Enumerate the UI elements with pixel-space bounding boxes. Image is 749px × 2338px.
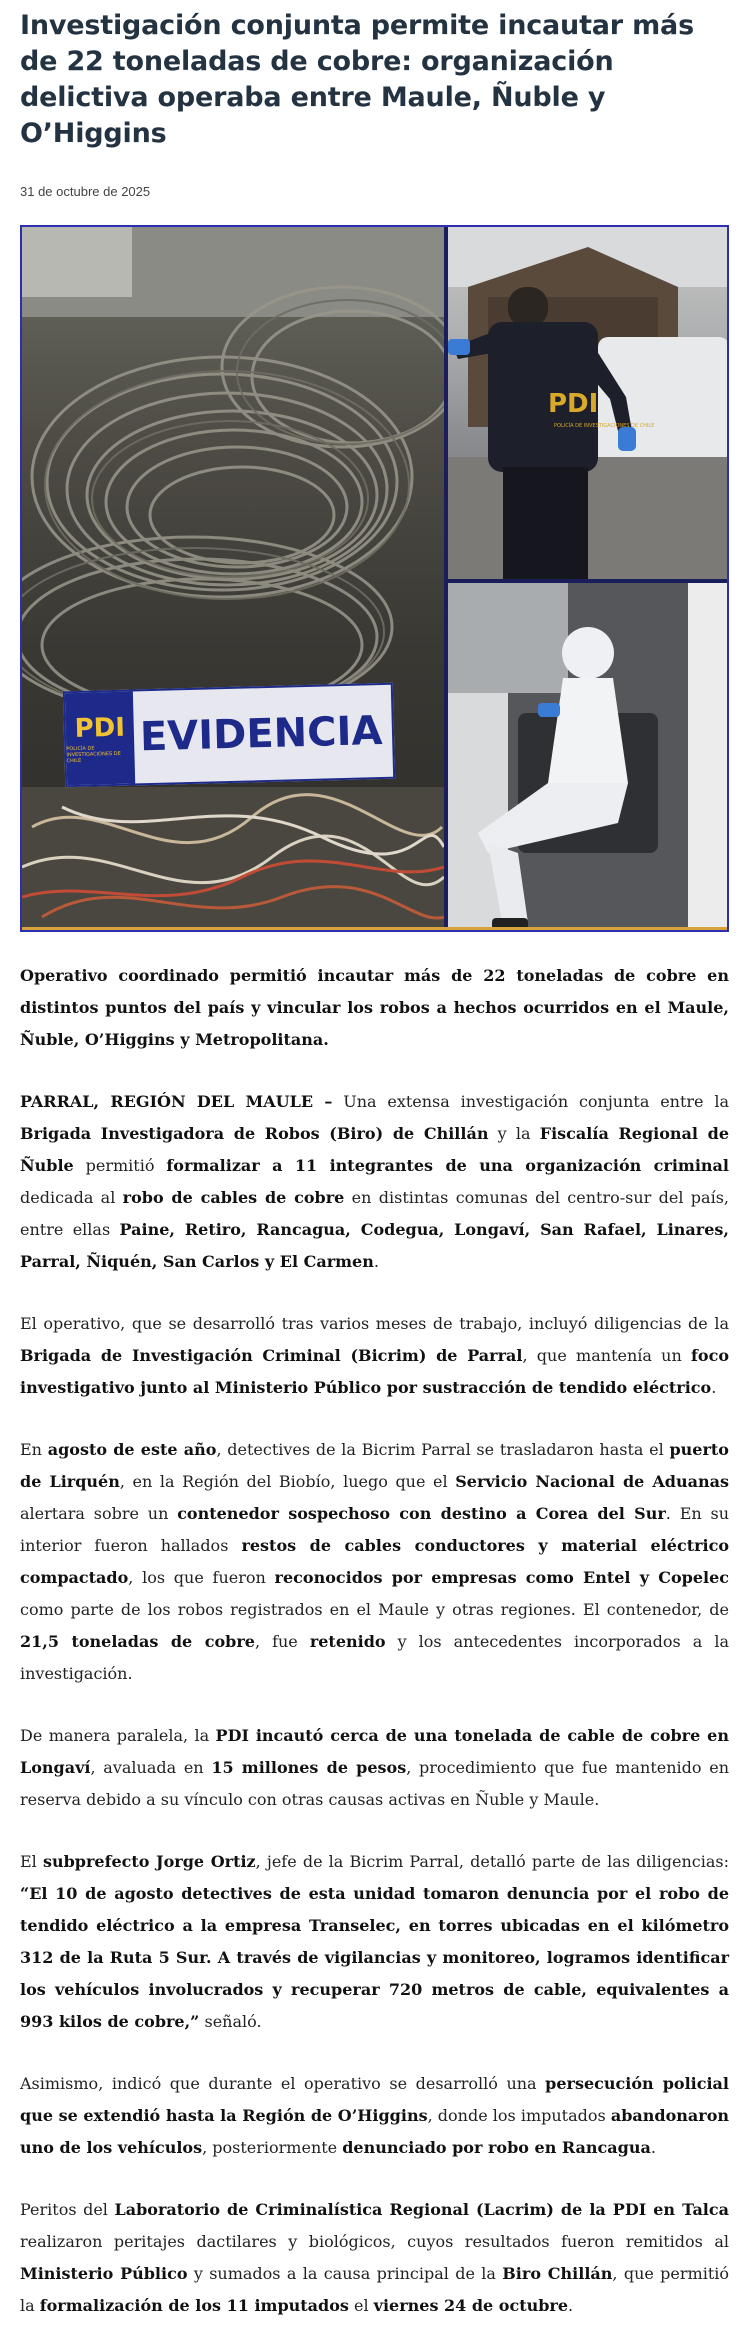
bold-span: Brigada Investigadora de Robos (Biro) de Chillán [20,1124,489,1143]
paragraph-2 [20,1308,729,1404]
text-span: El [20,1852,43,1871]
bold-span: reconocidos por empresas como Entel y Copelec [274,1568,730,1587]
bold-span: 21,5 toneladas de cobre [20,1632,255,1651]
bold-span: Biro Chillán [502,2264,613,2283]
text-span: permitió [73,1156,167,1175]
photo-copper-cables [22,227,444,932]
text-span: Asimismo, indicó que durante el operativo se desarrolló una [20,2074,546,2093]
bold-span: foco investigativo junto al Ministerio Público por sustracción de tendido eléctrico [20,1346,729,1397]
text-span: , procedimiento que fue mantenido en reserva debido a su vínculo con otras causas activas en Ñuble y Maule. [20,1758,729,1809]
bold-span: Fiscalía Regional de Ñuble [20,1124,730,1175]
text-span: , detectives de la Bicrim Parral se trasladaron hasta el [216,1440,670,1459]
text-span: como parte de los robos registrados en el Maule y otras regiones. El contenedor, de [20,1600,729,1619]
text-span: , los que fueron [128,1568,275,1587]
bold-span: Servicio Nacional de Aduanas [455,1472,729,1491]
bold-span: subprefecto Jorge Ortiz [42,1852,256,1871]
text-span: , jefe de la Bicrim Parral, detalló parte de las diligencias: [255,1852,729,1871]
bold-span: robo de cables de cobre [122,1188,345,1207]
article-photo-collage [20,225,729,932]
article-title: Investigación conjunta permite incautar más de 22 toneladas de cobre: organización delictiva operaba entre Maule, Ñuble y O’Higgins [20,10,694,149]
text-span: , fue [254,1632,310,1651]
text-span: alertara sobre un [20,1504,178,1523]
text-span: , que mantenía un [522,1346,692,1365]
article-date: 31 de octubre de 2025 [20,184,151,199]
text-span: , en la Región del Biobío, luego que el [119,1472,456,1491]
photo-accent-bar [22,927,727,930]
bold-span: Brigada de Investigación Criminal (Bicrim) de Parral [20,1346,523,1365]
text-span: , posteriormente [202,2138,343,2157]
text-span: realizaron peritajes dactilares y biológicos, cuyos resultados fueron remitidos al [20,2232,729,2251]
text-span: y la [488,1124,540,1143]
text-span: el [348,2296,374,2315]
paragraph-5 [20,1846,729,2038]
article-lead: Operativo coordinado permitió incautar más de 22 toneladas de cobre en distintos puntos del país y vincular los robos a hechos ocurridos en el Maule, Ñuble, O’Higgins y Metropolitana. [20,966,729,1049]
text-span: , que permitió la [20,2264,730,2315]
bold-span: abandonaron uno de los vehículos [20,2106,729,2157]
paragraph-6 [20,2068,729,2164]
pdi-logo-subtext: POLICÍA DE INVESTIGACIONES DE CHILE [66,745,121,765]
bold-span: PDI incautó cerca de una tonelada de cable de cobre en Longaví [20,1726,729,1777]
text-span: , avaluada en [90,1758,212,1777]
shirt-pdi-subtext: POLICÍA DE INVESTIGACIONES DE CHILE [554,423,655,429]
dateline: PARRAL, REGIÓN DEL MAULE – [20,1092,333,1111]
shirt-pdi-logo: PDI [548,389,599,419]
text-span: en distintas comunas del centro-sur del país, entre ellas [20,1188,729,1239]
text-span: . [711,1378,717,1397]
bold-span: agosto de este año [47,1440,217,1459]
paragraph-1 [20,1086,729,1278]
bold-span: persecución policial que se extendió hasta la Región de O’Higgins [20,2074,729,2125]
bold-span: puerto de Lirquén [20,1440,729,1491]
paragraph-3 [20,1434,729,1690]
text-span: De manera paralela, la [20,1726,216,1745]
paragraph-7 [20,2194,729,2322]
article [20,0,729,2338]
text-span: dedicada al [20,1188,123,1207]
photo-detective-at-truck [448,227,729,579]
bold-span: contenedor sospechoso con destino a Corea del Sur [177,1504,666,1523]
bold-span: viernes 24 de octubre [373,2296,569,2315]
bold-span: formalizar a 11 integrantes de una organización criminal [166,1156,729,1175]
bold-span: 15 millones de pesos [211,1758,407,1777]
evidence-sign [63,683,395,788]
bold-span: restos de cables conductores y material eléctrico compactado [20,1536,730,1587]
photo-forensic-in-vehicle [448,583,729,932]
paragraph-4 [20,1720,729,1816]
forensic-illustration [448,583,729,932]
bold-span: denunciado por robo en Rancagua [342,2138,651,2157]
text-span: . [650,2138,656,2157]
text-span: En [20,1440,48,1459]
evidence-sign-text: EVIDENCIA [139,707,383,761]
bold-span: formalización de los 11 imputados [39,2296,349,2315]
bold-span: Laboratorio de Criminalística Regional (Lacrim) de la PDI en Talca [114,2200,729,2219]
text-span: . [568,2296,574,2315]
text-span: , donde los imputados [427,2106,611,2125]
text-span: y los antecedentes incorporados a la investigación. [20,1632,730,1683]
text-span: . [373,1252,379,1271]
quote: “El 10 de agosto detectives de esta unidad tomaron denuncia por el robo de tendido eléctrico a la empresa Transelec, en torres ubicadas en el kilómetro 312 de la Ruta 5 Sur. A través de vigilancias y monitoreo, logramos identificar los vehículos involucrados y recuperar 720 metros de cable, equivalentes a 993 kilos de cobre,” [20,1884,729,2031]
text-span: Una extensa investigación conjunta entre la [332,1092,730,1111]
text-span: señaló. [199,2012,262,2031]
pdi-logo [65,692,135,786]
bold-span: retenido [309,1632,386,1651]
pdi-logo-text: PDI [74,712,126,745]
text-span: El operativo, que se desarrolló tras varios meses de trabajo, incluyó diligencias de la [20,1314,729,1333]
bold-span: Paine, Retiro, Rancagua, Codegua, Longaví, San Rafael, Linares, Parral, Ñiquén, San Carlos y El Carmen [20,1220,729,1271]
bold-span: Ministerio Público [20,2264,188,2283]
cable-coils-illustration [22,227,444,932]
text-span: . En su interior fueron hallados [20,1504,730,1555]
text-span: Peritos del [20,2200,115,2219]
text-span: y sumados a la causa principal de la [187,2264,503,2283]
